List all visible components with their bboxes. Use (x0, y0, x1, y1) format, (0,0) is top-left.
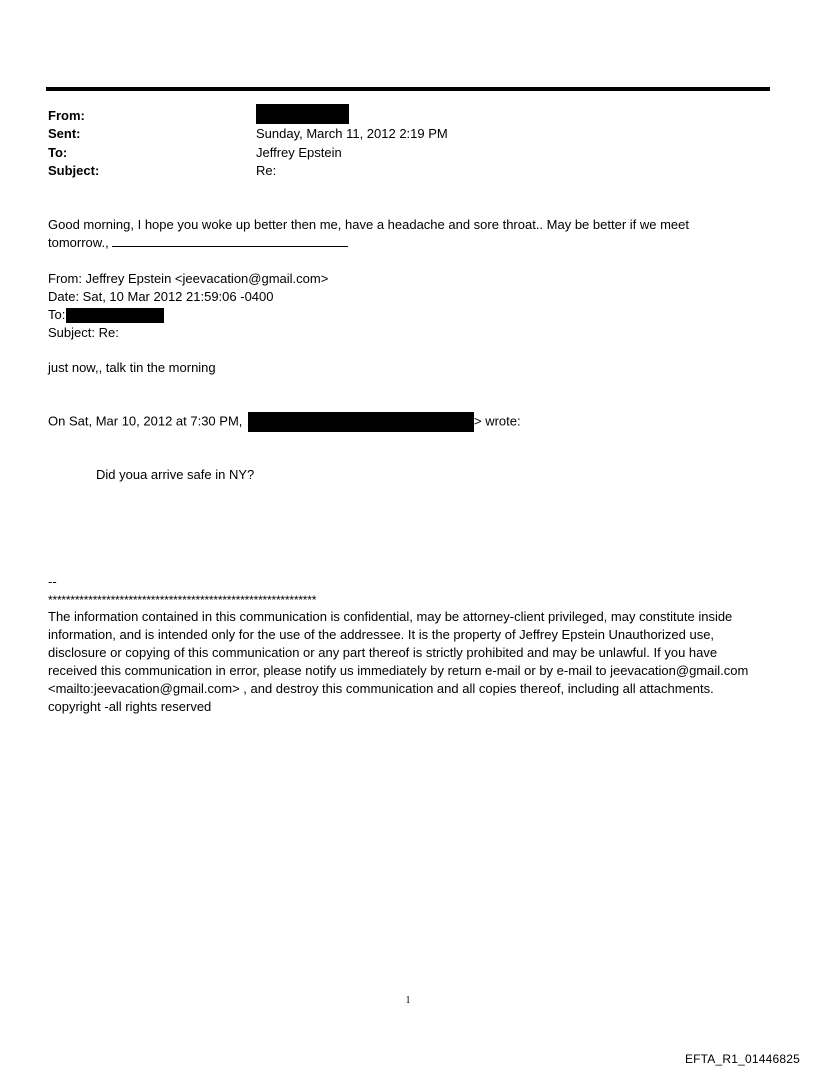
attribution-redacted (248, 412, 474, 432)
sent-label: Sent: (48, 126, 81, 141)
quoted-to-label: To: (48, 307, 66, 322)
quoted-from: From: Jeffrey Epstein <jeevacation@gmail.com> (48, 271, 329, 286)
to-label: To: (48, 145, 68, 160)
quoted-date: Date: Sat, 10 Mar 2012 21:59:06 -0400 (48, 289, 274, 304)
quoted-to-row (48, 306, 164, 324)
attribution-prefix: On Sat, Mar 10, 2012 at 7:30 PM, (48, 413, 243, 429)
signature-stars: ************************************************************ (48, 593, 317, 607)
quoted-subject: Subject: Re: (48, 325, 119, 340)
subject-label: Subject: (48, 163, 100, 178)
header-rule (46, 87, 770, 91)
subject-value: Re: (256, 163, 277, 178)
quoted-to-redacted (66, 308, 164, 323)
sent-value: Sunday, March 11, 2012 2:19 PM (256, 126, 448, 141)
attribution-line (48, 412, 521, 432)
body-line-2-text: tomorrow., (48, 235, 109, 250)
body-line-2 (48, 234, 348, 252)
page-number: 1 (405, 995, 411, 1006)
signature-dashes: -- (48, 574, 57, 589)
bates-number: EFTA_R1_01446825 (684, 1052, 800, 1066)
to-value: Jeffrey Epstein (256, 145, 342, 160)
blank-underline (112, 234, 348, 247)
nested-message: Did youa arrive safe in NY? (96, 467, 255, 482)
body-line-1: Good morning, I hope you woke up better then me, have a headache and sore throat.. May be better if we meet (48, 217, 689, 232)
confidentiality-disclaimer: The information contained in this communication is confidential, may be attorney-client privileged, may constitute inside information, and is intended only for the use of the addressee. It is the property of Jeffrey Epstein Unauthorized use, disclosure or copying of this communication or any part thereof is strictly prohibited and may be unlawful. If you have received this communication in error, please notify us immediately by return e-mail or by e-mail to jeevacation@gmail.com <mailto:jeevacation@gmail.com> , and destroy this communication and all copies thereof, including all attachments. copyright -all rights reserved (48, 609, 749, 714)
from-value-redacted (256, 104, 349, 124)
from-label: From: (48, 108, 85, 123)
attribution-suffix: > wrote: (474, 413, 521, 429)
quoted-message: just now,, talk tin the morning (48, 360, 216, 375)
